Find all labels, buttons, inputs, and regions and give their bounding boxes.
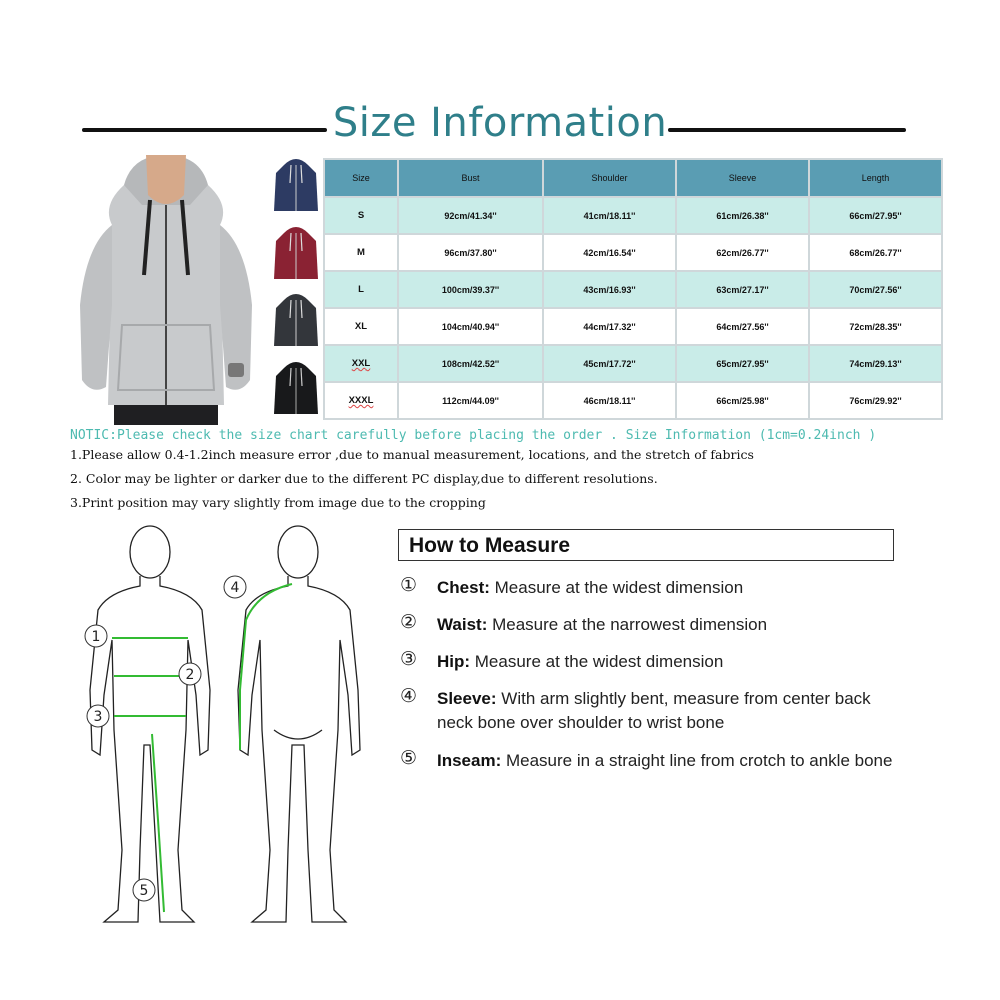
cell-shoulder: 45cm/17.72'' bbox=[544, 346, 675, 381]
note-color-variation: 2. Color may be lighter or darker due to the different PC display,due to different resolutions. bbox=[70, 471, 658, 486]
marker-inseam: 5 bbox=[139, 883, 149, 899]
cell-sleeve: 63cm/27.17'' bbox=[677, 272, 808, 307]
cell-size: S bbox=[325, 198, 397, 233]
front-body-outline bbox=[90, 526, 210, 922]
marker-waist: 2 bbox=[185, 667, 195, 683]
cell-length: 68cm/26.77'' bbox=[810, 235, 941, 270]
table-row bbox=[325, 272, 941, 307]
size-label: XXL bbox=[351, 358, 371, 369]
body-measurement-diagram bbox=[78, 520, 378, 940]
diagram-markers bbox=[85, 576, 246, 901]
cell-bust: 96cm/37.80'' bbox=[399, 235, 542, 270]
measure-text: Measure at the widest dimension bbox=[489, 578, 744, 597]
table-row bbox=[325, 383, 941, 418]
cell-bust: 104cm/40.94'' bbox=[399, 309, 542, 344]
cell-length: 70cm/27.56'' bbox=[810, 272, 941, 307]
hoodie-thumb-black bbox=[272, 358, 320, 418]
measure-term: Hip: bbox=[437, 652, 471, 671]
cell-bust: 92cm/41.34'' bbox=[399, 198, 542, 233]
how-to-measure-header bbox=[398, 529, 894, 561]
cell-size: M bbox=[325, 235, 397, 270]
measure-term: Inseam: bbox=[437, 751, 502, 770]
number-3-icon: ③ bbox=[400, 649, 418, 670]
measure-text: Measure at the widest dimension bbox=[470, 652, 724, 671]
cell-sleeve: 62cm/26.77'' bbox=[677, 235, 808, 270]
hoodie-thumb-dark-gray bbox=[272, 290, 320, 350]
cell-sleeve: 61cm/26.38'' bbox=[677, 198, 808, 233]
how-to-measure-title: How to Measure bbox=[409, 534, 571, 557]
measure-text: Measure at the narrowest dimension bbox=[487, 615, 768, 634]
measure-text: Measure in a straight line from crotch to ankle bone bbox=[501, 751, 893, 770]
hoodie-thumb-navy bbox=[272, 155, 320, 215]
cell-bust: 112cm/44.09'' bbox=[399, 383, 542, 418]
column-header-size: Size bbox=[325, 160, 397, 196]
title-rule-left bbox=[82, 128, 327, 132]
back-body-outline bbox=[238, 526, 360, 922]
cell-shoulder: 42cm/16.54'' bbox=[544, 235, 675, 270]
hoodie-thumb-red bbox=[272, 223, 320, 283]
table-row bbox=[325, 235, 941, 270]
cell-size: L bbox=[325, 272, 397, 307]
table-header-row bbox=[325, 160, 941, 196]
marker-sleeve: 4 bbox=[230, 580, 240, 596]
cell-bust: 108cm/42.52'' bbox=[399, 346, 542, 381]
number-5-icon: ⑤ bbox=[400, 748, 418, 769]
size-label: XXXL bbox=[348, 395, 374, 406]
cell-sleeve: 64cm/27.56'' bbox=[677, 309, 808, 344]
marker-chest: 1 bbox=[91, 629, 101, 645]
table-row bbox=[325, 346, 941, 381]
note-measure-error: 1.Please allow 0.4-1.2inch measure error ,due to manual measurement, locations, and the stretch of fabrics bbox=[70, 447, 754, 462]
page-title: Size Information bbox=[332, 100, 668, 146]
size-notice: NOTIC:Please check the size chart carefully before placing the order . Size Information (1cm=0.24inch ) bbox=[70, 428, 877, 443]
cell-length: 76cm/29.92'' bbox=[810, 383, 941, 418]
cell-size: XL bbox=[325, 309, 397, 344]
sleeve-line bbox=[240, 584, 292, 750]
cell-bust: 100cm/39.37'' bbox=[399, 272, 542, 307]
column-header-shoulder: Shoulder bbox=[544, 160, 675, 196]
cell-length: 66cm/27.95'' bbox=[810, 198, 941, 233]
note-print-position: 3.Print position may vary slightly from image due to the cropping bbox=[70, 495, 486, 510]
measure-term: Waist: bbox=[437, 615, 488, 634]
cell-length: 72cm/28.35'' bbox=[810, 309, 941, 344]
cell-size bbox=[325, 383, 397, 418]
measure-text: With arm slightly bent, measure from center back neck bone over shoulder to wrist bone bbox=[437, 689, 871, 732]
cell-shoulder: 46cm/18.11'' bbox=[544, 383, 675, 418]
number-1-icon: ① bbox=[400, 575, 418, 596]
cell-length: 74cm/29.13'' bbox=[810, 346, 941, 381]
cell-size bbox=[325, 346, 397, 381]
number-4-icon: ④ bbox=[400, 686, 418, 707]
measure-term: Sleeve: bbox=[437, 689, 497, 708]
cell-sleeve: 66cm/25.98'' bbox=[677, 383, 808, 418]
size-chart-table bbox=[323, 158, 943, 420]
measure-term: Chest: bbox=[437, 578, 490, 597]
hoodie-main-photo bbox=[72, 155, 260, 425]
table-row bbox=[325, 198, 941, 233]
cell-sleeve: 65cm/27.95'' bbox=[677, 346, 808, 381]
cell-shoulder: 44cm/17.32'' bbox=[544, 309, 675, 344]
cell-shoulder: 41cm/18.11'' bbox=[544, 198, 675, 233]
cell-shoulder: 43cm/16.93'' bbox=[544, 272, 675, 307]
title-rule-right bbox=[668, 128, 906, 132]
table-row bbox=[325, 309, 941, 344]
column-header-bust: Bust bbox=[399, 160, 542, 196]
number-2-icon: ② bbox=[400, 612, 418, 633]
column-header-sleeve: Sleeve bbox=[677, 160, 808, 196]
column-header-length: Length bbox=[810, 160, 941, 196]
marker-hip: 3 bbox=[93, 709, 103, 725]
